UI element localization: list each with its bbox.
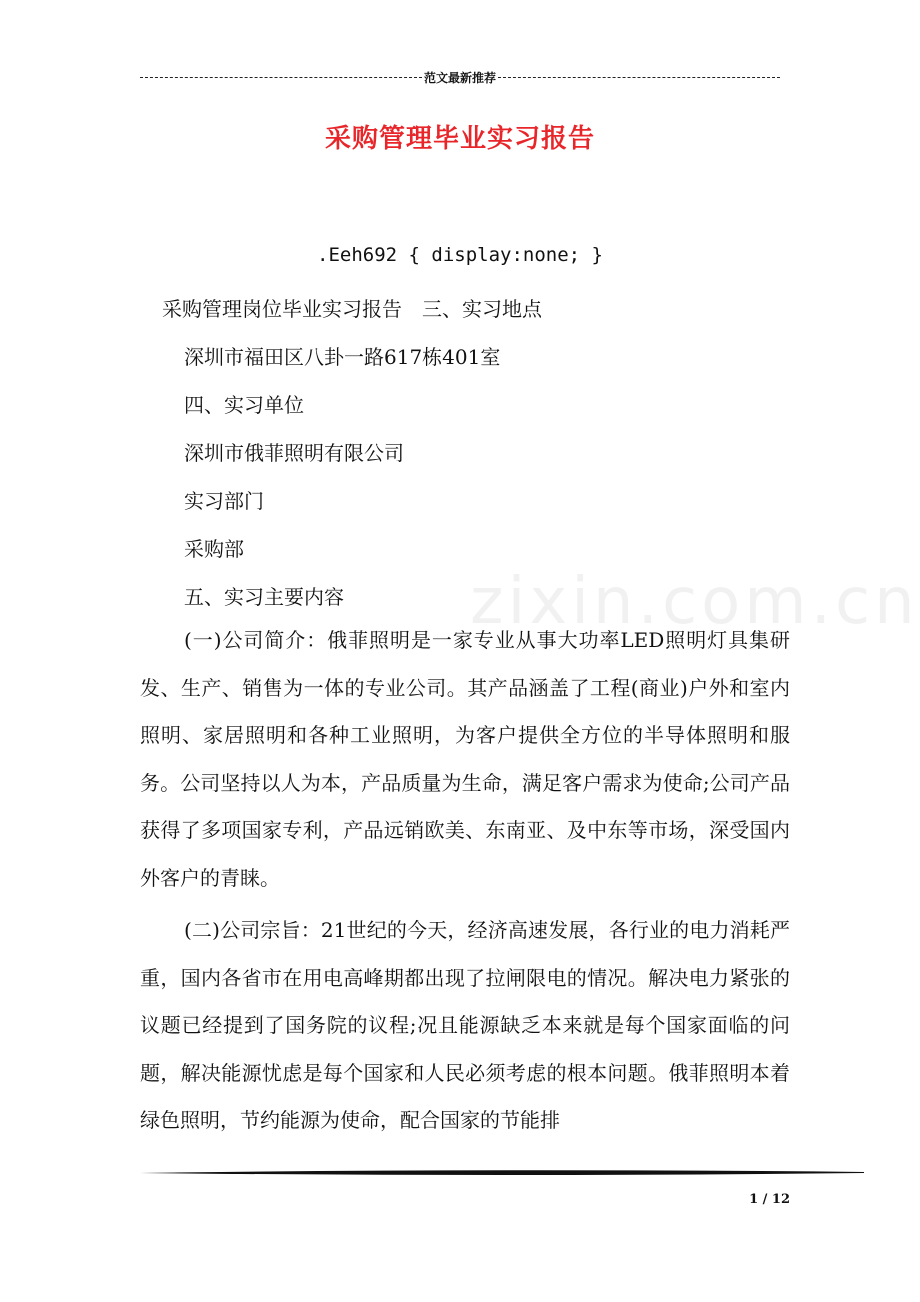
header-dash-right [498, 77, 780, 78]
document-title: 采购管理毕业实习报告 [324, 124, 595, 154]
text-line-content-heading: 五、实习主要内容 [184, 585, 344, 609]
text-line-unit-heading: 四、实习单位 [184, 393, 304, 417]
paragraph-company-intro: (一)公司简介：俄菲照明是一家专业从事大功率LED照明灯具集研发、生产、销售为一体的专业公司。其产品涵盖了工程(商业)户外和室内照明、家居照明和各种工业照明，为客户提供全方位的半导体照明和服务。公司坚持以人为本，产品质量为生命，满足客户需求为使命;公司产品获得了多项国家专利，产品远销欧美、东南亚、及中东等市场，深受国内外客户的青睐。 [140, 628, 790, 890]
header-text: 范文最新推荐 [424, 70, 497, 85]
page-number: 1 / 12 [749, 1192, 790, 1207]
footer-rule [140, 1168, 864, 1178]
css-text-line: .Eeh692 { display:none; } [317, 244, 603, 266]
text-line-department-heading: 实习部门 [184, 489, 264, 513]
text-line-internship-location: 采购管理岗位毕业实习报告 三、实习地点 [162, 297, 542, 321]
text-line-department: 采购部 [184, 537, 244, 561]
paragraph-company-mission: (二)公司宗旨：21世纪的今天，经济高速发展，各行业的电力消耗严重，国内各省市在用电高峰期都出现了拉闸限电的情况。解决电力紧张的议题已经提到了国务院的议程;况且能源缺乏本来就是每个国家面临的问题，解决能源忧虑是每个国家和人民必须考虑的根本问题。俄菲照明本着绿色照明，节约能源为使命，配合国家的节能排 [140, 918, 790, 1132]
header-dash-left [140, 77, 422, 78]
page-header [140, 68, 780, 86]
text-line-address: 深圳市福田区八卦一路617栋401室 [184, 345, 501, 369]
text-line-company: 深圳市俄菲照明有限公司 [184, 441, 404, 465]
watermark: zixin.com.cn [470, 565, 919, 639]
